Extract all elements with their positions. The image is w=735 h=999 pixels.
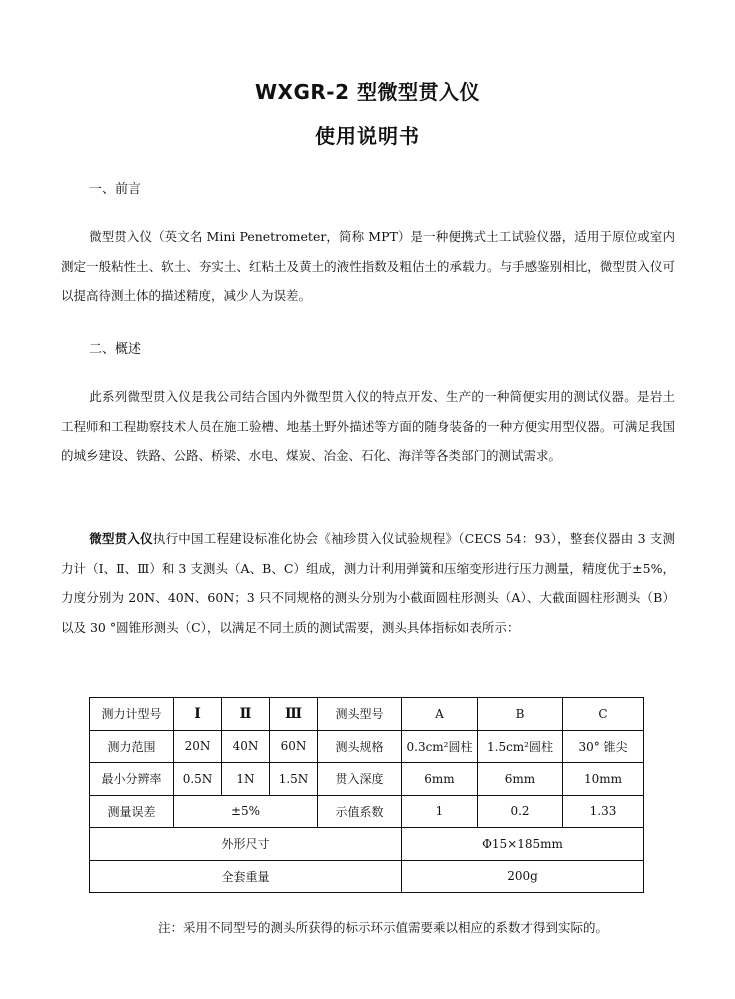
table-cell: C: [563, 698, 644, 731]
product-name-bold: 微型贯入仪: [89, 531, 153, 546]
paragraph-overview-2: [61, 524, 675, 642]
table-cell: 测头规格: [318, 730, 402, 763]
table-cell: 30° 锥尖: [563, 730, 644, 763]
document-title: WXGR-2 型微型贯入仪: [255, 80, 480, 104]
table-cell: 测量误差: [90, 795, 174, 828]
table-cell: 10mm: [563, 763, 644, 796]
table-row: [90, 698, 644, 731]
table-cell: 示值系数: [318, 795, 402, 828]
table-row: [90, 730, 644, 763]
spec-table: [89, 697, 644, 893]
paragraph-foreword-text: 微型贯入仪（英文名 Mini Penetrometer，简称 MPT）是一种便携式土工试验仪器，适用于原位或室内测定一般粘性土、软土、夯实土、红粘土及黄土的液性指数及粗估土的承载力。与手感鉴别相比，微型贯入仪可以提高待测土体的描述精度，减少人为误差。: [61, 229, 675, 303]
table-cell: 0.3cm²圆柱: [402, 730, 478, 763]
table-cell: Ⅱ: [222, 698, 270, 731]
table-row: [90, 828, 644, 861]
table-cell: 1.5cm²圆柱: [478, 730, 563, 763]
table-cell: 全套重量: [90, 860, 402, 893]
table-cell: 0.5N: [174, 763, 222, 796]
table-cell: 最小分辨率: [90, 763, 174, 796]
table-cell: 1.5N: [270, 763, 318, 796]
paragraph-overview-1: [61, 382, 675, 471]
paragraph-foreword: [61, 222, 675, 311]
section-heading-overview: 二、概述: [89, 342, 142, 357]
table-note: 注：采用不同型号的测头所获得的标示环示值需要乘以相应的系数才得到实际的。: [158, 920, 609, 935]
paragraph-overview-2-text: 执行中国工程建设标准化协会《袖珍贯入仪试验规程》（CECS 54：93），整套仪器由 3 支测力计（Ⅰ、Ⅱ、Ⅲ）和 3 支测头（A、B、C）组成，测力计利用弹簧和压缩变形进行压力测量，精度优于±5%，力度分别为 20N、40N、60N；3 只不同规格的测头分别为小截面圆柱形测头（A）、大截面圆柱形测头（B）以及 30 °圆锥形测头（C），以满足不同土质的测试需要，测头具体指标如表所示：: [61, 531, 675, 635]
table-cell: ±5%: [174, 795, 318, 828]
table-cell: 测力计型号: [90, 698, 174, 731]
table-cell: 200g: [402, 860, 644, 893]
table-cell: 外形尺寸: [90, 828, 402, 861]
table-cell: Φ15×185mm: [402, 828, 644, 861]
table-cell: 40N: [222, 730, 270, 763]
table-cell: 1N: [222, 763, 270, 796]
document-subtitle: 使用说明书: [315, 124, 420, 148]
paragraph-overview-1-text: 此系列微型贯入仪是我公司结合国内外微型贯入仪的特点开发、生产的一种简便实用的测试仪器。是岩土工程师和工程勘察技术人员在施工验槽、地基土野外描述等方面的随身装备的一种方便实用型仪器。可满足我国的城乡建设、铁路、公路、桥梁、水电、煤炭、冶金、石化、海洋等各类部门的测试需求。: [61, 389, 675, 463]
table-cell: 0.2: [478, 795, 563, 828]
table-row: [90, 795, 644, 828]
table-cell: 测力范围: [90, 730, 174, 763]
table-cell: B: [478, 698, 563, 731]
table-row: [90, 860, 644, 893]
table-cell: 贯入深度: [318, 763, 402, 796]
table-cell: 1: [402, 795, 478, 828]
table-cell: A: [402, 698, 478, 731]
table-cell: 60N: [270, 730, 318, 763]
table-cell: 6mm: [478, 763, 563, 796]
table-cell: 20N: [174, 730, 222, 763]
section-heading-foreword: 一、前言: [89, 182, 142, 197]
table-cell: 1.33: [563, 795, 644, 828]
table-row: [90, 763, 644, 796]
table-cell: Ⅰ: [174, 698, 222, 731]
table-cell: 6mm: [402, 763, 478, 796]
table-cell: 测头型号: [318, 698, 402, 731]
table-cell: Ⅲ: [270, 698, 318, 731]
